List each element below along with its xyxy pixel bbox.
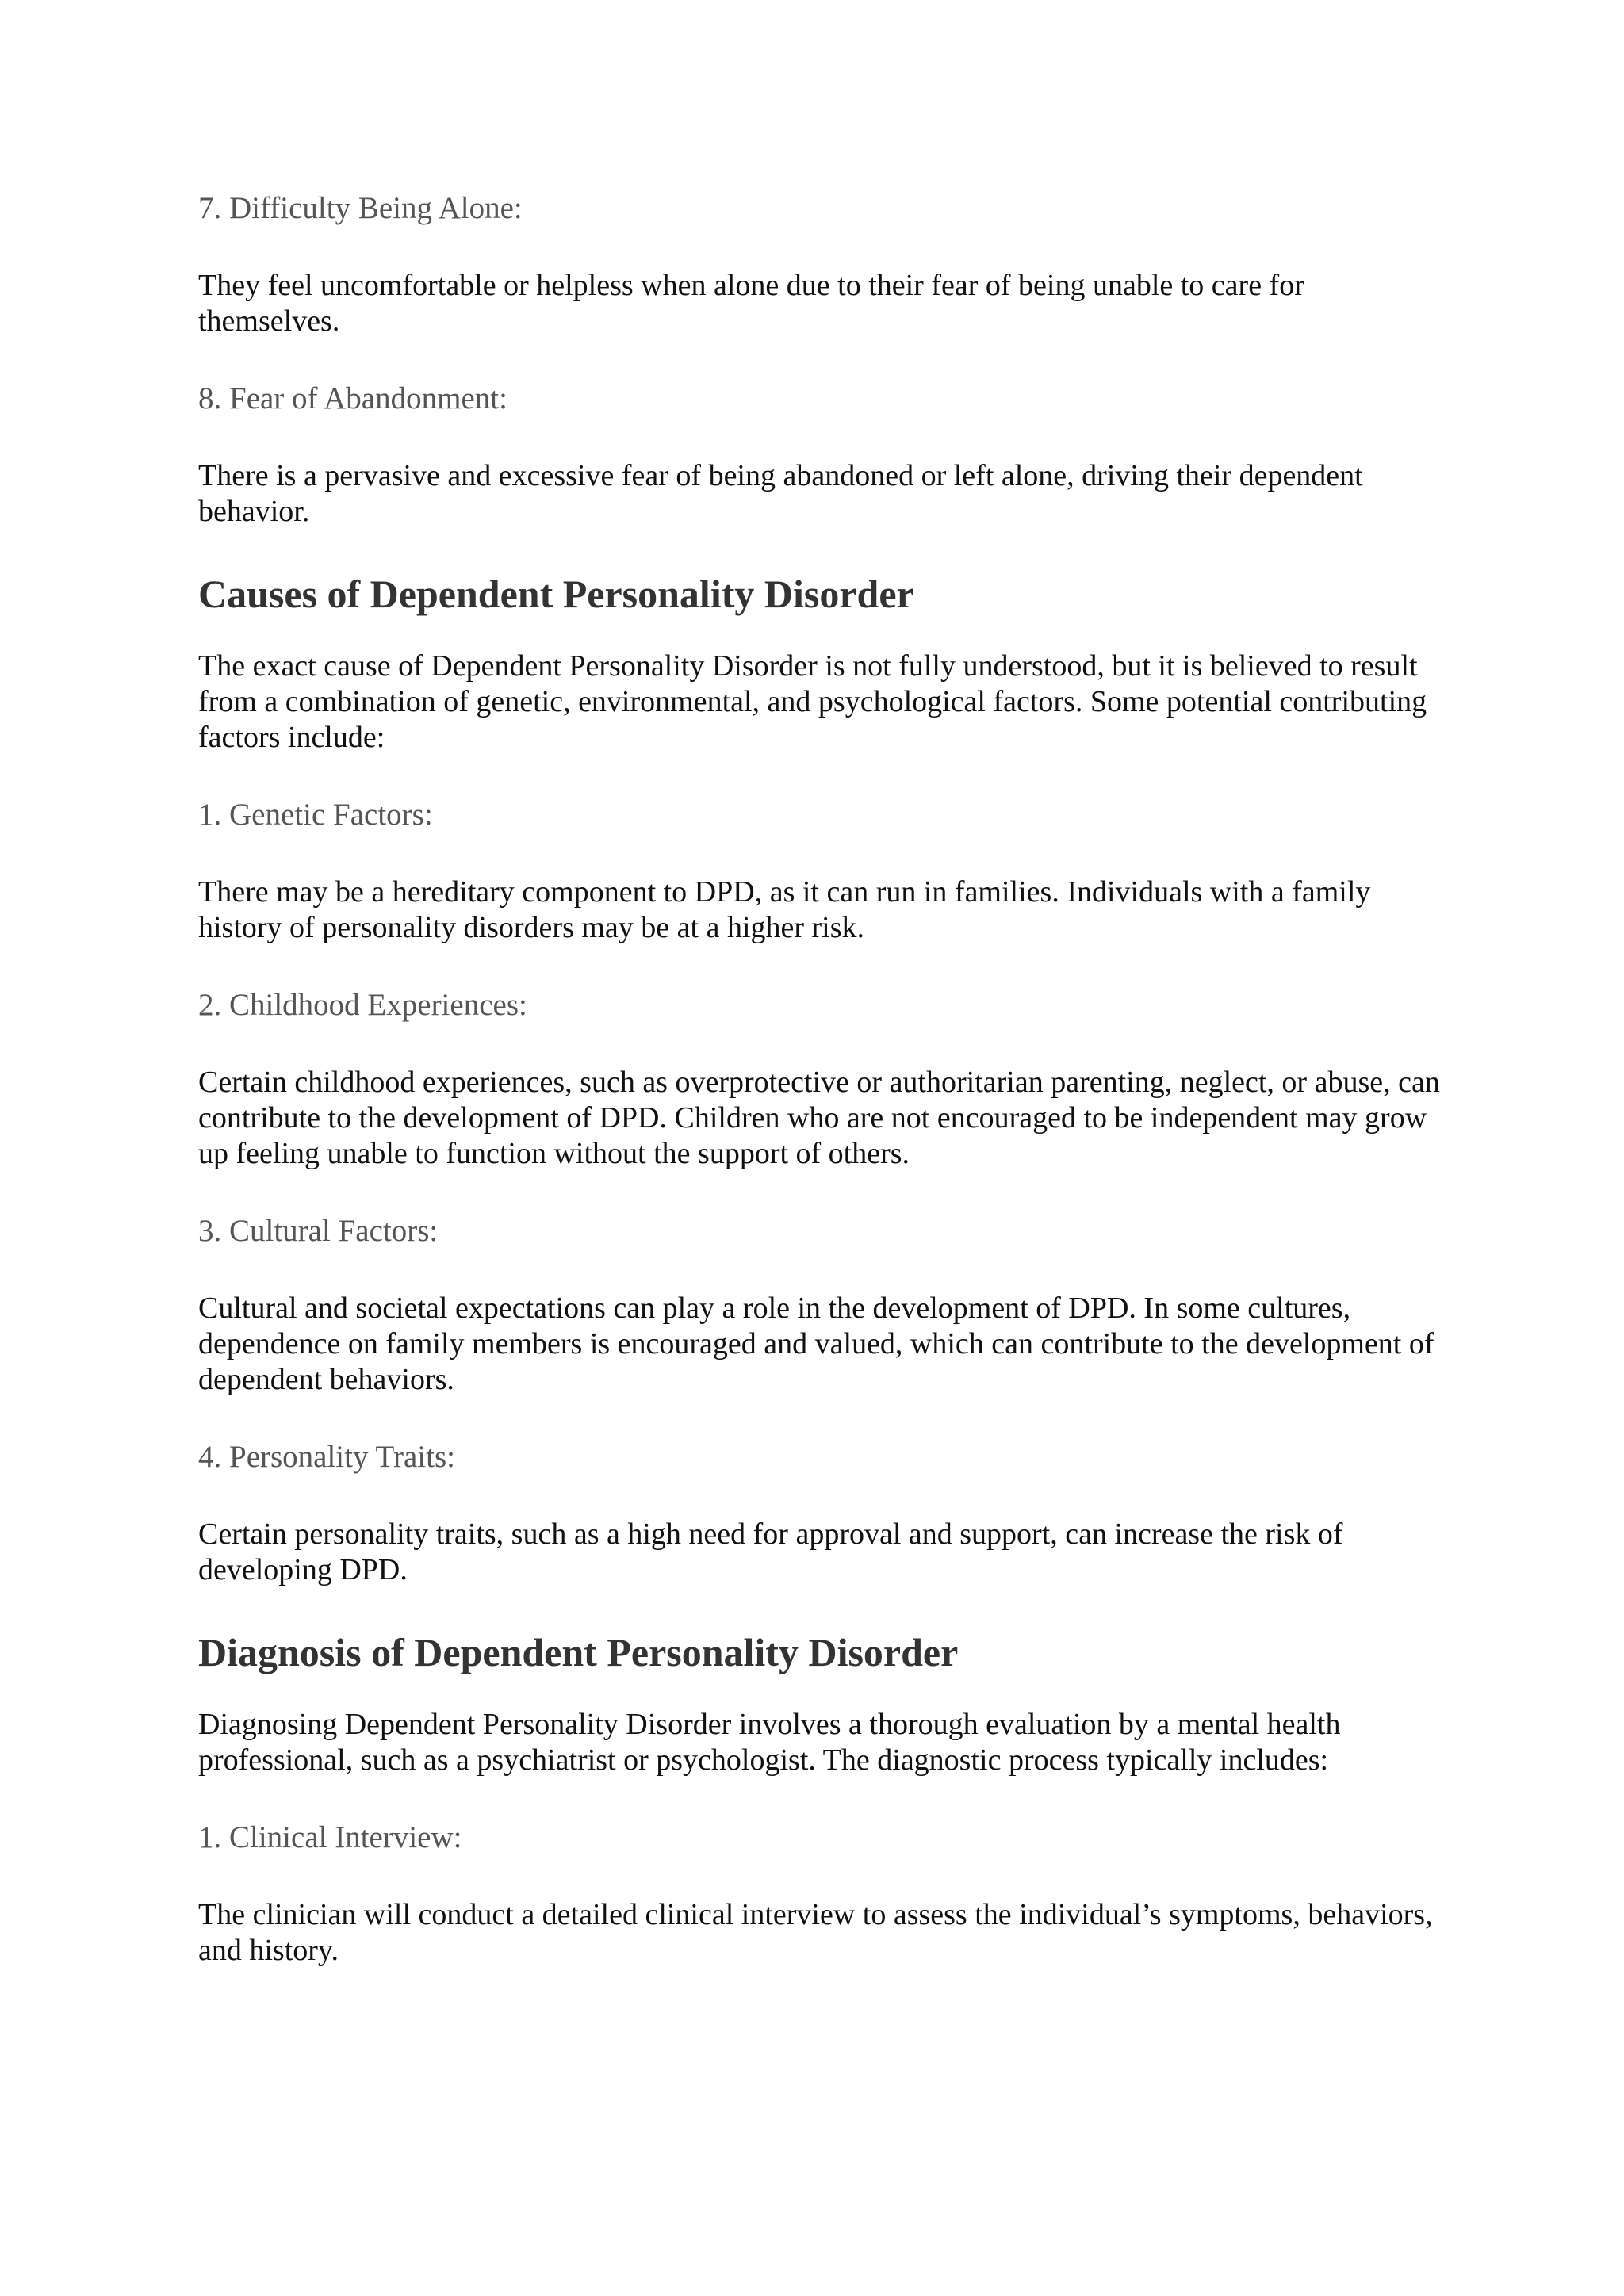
cause-genetic-factors-text: There may be a hereditary component to DPD, as it can run in families. Individuals with a family history of personality disorders may be at a higher risk. — [198, 875, 1371, 944]
section-causes-intro: The exact cause of Dependent Personality Disorder is not fully understood, but it is believed to result from a combination of genetic, environmental, and psychological factors. Some potential contributing factors include: — [198, 649, 1427, 754]
cause-personality-traits-heading: 4. Personality Traits: — [198, 1440, 455, 1474]
section-diagnosis-heading: Diagnosis of Dependent Personality Disorder — [198, 1630, 959, 1674]
section-causes-heading: Causes of Dependent Personality Disorder — [198, 572, 914, 616]
item-difficulty-being-alone-heading: 7. Difficulty Being Alone: — [198, 191, 523, 225]
item-fear-of-abandonment-heading: 8. Fear of Abandonment: — [198, 381, 508, 415]
diagnosis-clinical-interview-heading: 1. Clinical Interview: — [198, 1820, 462, 1854]
document-body — [198, 190, 1443, 1969]
cause-cultural-factors-heading: 3. Cultural Factors: — [198, 1214, 439, 1248]
cause-personality-traits-text: Certain personality traits, such as a high need for approval and support, can increase the risk of developing DPD. — [198, 1517, 1343, 1586]
cause-childhood-experiences-heading: 2. Childhood Experiences: — [198, 988, 527, 1022]
diagnosis-clinical-interview-text: The clinician will conduct a detailed clinical interview to assess the individual’s symptoms, behaviors, and history. — [198, 1898, 1433, 1967]
section-diagnosis-intro: Diagnosing Dependent Personality Disorder involves a thorough evaluation by a mental health professional, such as a psychiatrist or psychologist. The diagnostic process typically includes: — [198, 1708, 1341, 1777]
item-difficulty-being-alone-text: They feel uncomfortable or helpless when alone due to their fear of being unable to care for themselves. — [198, 269, 1304, 338]
cause-genetic-factors-heading: 1. Genetic Factors: — [198, 798, 433, 832]
cause-cultural-factors-text: Cultural and societal expectations can play a role in the development of DPD. In some cultures, dependence on family members is encouraged and valued, which can contribute to the development of dependent behaviors. — [198, 1292, 1434, 1396]
cause-childhood-experiences-text: Certain childhood experiences, such as overprotective or authoritarian parenting, neglect, or abuse, can contribute to the development of DPD. Children who are not encouraged to be independent may grow up feeling unable to function without the support of others. — [198, 1066, 1440, 1170]
item-fear-of-abandonment-text: There is a pervasive and excessive fear of being abandoned or left alone, driving their dependent behavior. — [198, 459, 1363, 528]
